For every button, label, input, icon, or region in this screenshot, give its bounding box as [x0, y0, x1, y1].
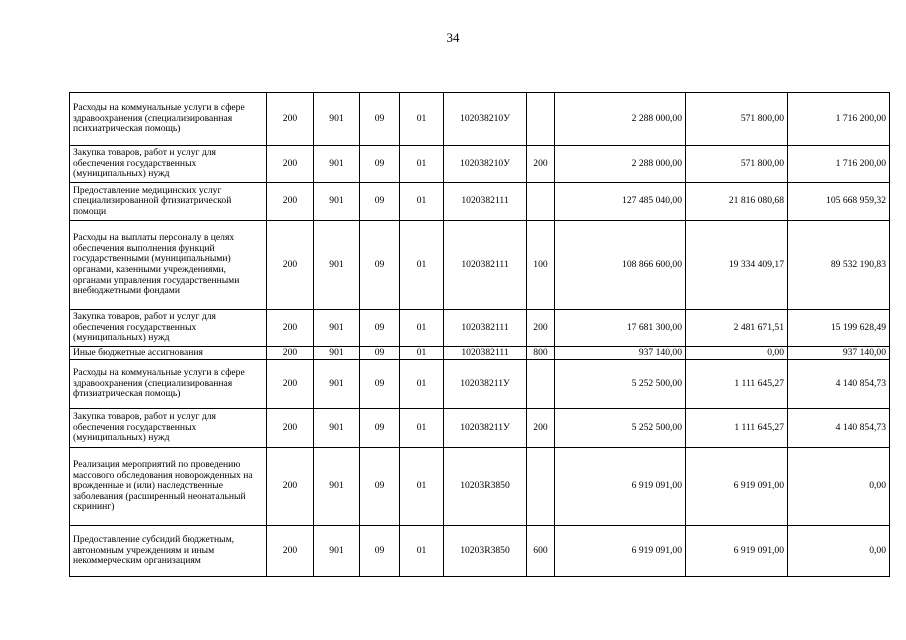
cell-name: Реализация мероприятий по проведению массового обследования новорожденных на врожденные и (или) наследственные заболевания (расширенный неонатальный скрининг) — [70, 448, 267, 526]
cell-value-1: 17 681 300,00 — [555, 310, 686, 347]
cell-target-code: 102038210У — [444, 146, 527, 183]
cell-value-1: 6 919 091,00 — [555, 448, 686, 526]
cell-value-3: 105 668 959,32 — [788, 183, 890, 221]
cell-code-2: 901 — [314, 310, 360, 347]
table-row — [70, 93, 890, 146]
cell-name: Расходы на выплаты персоналу в целях обеспечения выполнения функций государственными (муниципальными) органами, казенными учреждениями, органами управления государственными внебюджетными фондами — [70, 221, 267, 310]
cell-code-3: 09 — [360, 183, 400, 221]
cell-value-1: 2 288 000,00 — [555, 93, 686, 146]
cell-target-code: 1020382111 — [444, 221, 527, 310]
cell-value-3: 4 140 854,73 — [788, 360, 890, 409]
cell-code-2: 901 — [314, 526, 360, 577]
cell-value-1: 108 866 600,00 — [555, 221, 686, 310]
cell-code-1: 200 — [267, 221, 314, 310]
cell-value-2: 1 111 645,27 — [686, 360, 788, 409]
cell-value-1: 5 252 500,00 — [555, 360, 686, 409]
cell-value-1: 5 252 500,00 — [555, 409, 686, 448]
cell-code-2: 901 — [314, 360, 360, 409]
cell-code-1: 200 — [267, 448, 314, 526]
cell-value-1: 937 140,00 — [555, 347, 686, 360]
budget-table — [69, 92, 890, 577]
table-row — [70, 360, 890, 409]
cell-value-3: 4 140 854,73 — [788, 409, 890, 448]
cell-value-2: 0,00 — [686, 347, 788, 360]
cell-value-3: 1 716 200,00 — [788, 146, 890, 183]
cell-target-code: 10203R3850 — [444, 448, 527, 526]
cell-value-3: 15 199 628,49 — [788, 310, 890, 347]
cell-target-code: 10203R3850 — [444, 526, 527, 577]
cell-name: Предоставление субсидий бюджетным, автономным учреждениям и иным некоммерческим организациям — [70, 526, 267, 577]
cell-target-code: 1020382111 — [444, 183, 527, 221]
table-row — [70, 448, 890, 526]
cell-code-3: 09 — [360, 448, 400, 526]
cell-expense-type — [527, 448, 555, 526]
cell-code-4: 01 — [400, 448, 444, 526]
cell-expense-type — [527, 93, 555, 146]
cell-code-4: 01 — [400, 409, 444, 448]
cell-name: Закупка товаров, работ и услуг для обеспечения государственных (муниципальных) нужд — [70, 310, 267, 347]
cell-value-2: 2 481 671,51 — [686, 310, 788, 347]
cell-name: Закупка товаров, работ и услуг для обеспечения государственных (муниципальных) нужд — [70, 146, 267, 183]
table-row — [70, 409, 890, 448]
page-number: 34 — [446, 30, 460, 45]
cell-code-4: 01 — [400, 146, 444, 183]
cell-name: Закупка товаров, работ и услуг для обеспечения государственных (муниципальных) нужд — [70, 409, 267, 448]
cell-name: Расходы на коммунальные услуги в сфере здравоохранения (специализированная психиатрическая помощь) — [70, 93, 267, 146]
cell-code-4: 01 — [400, 221, 444, 310]
cell-name: Предоставление медицинских услуг специализированной фтизиатрической помощи — [70, 183, 267, 221]
cell-code-2: 901 — [314, 409, 360, 448]
cell-code-2: 901 — [314, 183, 360, 221]
cell-code-3: 09 — [360, 360, 400, 409]
cell-code-3: 09 — [360, 221, 400, 310]
cell-code-1: 200 — [267, 310, 314, 347]
cell-expense-type: 800 — [527, 347, 555, 360]
table-body — [70, 93, 890, 577]
cell-target-code: 102038210У — [444, 93, 527, 146]
cell-value-1: 127 485 040,00 — [555, 183, 686, 221]
cell-value-1: 2 288 000,00 — [555, 146, 686, 183]
cell-value-3: 1 716 200,00 — [788, 93, 890, 146]
table-row — [70, 183, 890, 221]
cell-value-3: 89 532 190,83 — [788, 221, 890, 310]
cell-code-1: 200 — [267, 526, 314, 577]
table-row — [70, 347, 890, 360]
cell-code-3: 09 — [360, 146, 400, 183]
cell-target-code: 1020382111 — [444, 310, 527, 347]
cell-code-3: 09 — [360, 310, 400, 347]
cell-value-2: 6 919 091,00 — [686, 448, 788, 526]
cell-name: Иные бюджетные ассигнования — [70, 347, 267, 360]
cell-value-2: 571 800,00 — [686, 146, 788, 183]
cell-code-1: 200 — [267, 360, 314, 409]
table-row — [70, 146, 890, 183]
cell-expense-type — [527, 183, 555, 221]
cell-value-2: 21 816 080,68 — [686, 183, 788, 221]
cell-target-code: 1020382111 — [444, 347, 527, 360]
cell-expense-type: 200 — [527, 310, 555, 347]
cell-code-2: 901 — [314, 93, 360, 146]
cell-expense-type: 200 — [527, 409, 555, 448]
cell-code-1: 200 — [267, 183, 314, 221]
cell-code-1: 200 — [267, 93, 314, 146]
cell-name: Расходы на коммунальные услуги в сфере здравоохранения (специализированная фтизиатрическая помощь) — [70, 360, 267, 409]
cell-code-4: 01 — [400, 347, 444, 360]
cell-code-3: 09 — [360, 93, 400, 146]
cell-code-4: 01 — [400, 310, 444, 347]
cell-value-2: 571 800,00 — [686, 93, 788, 146]
cell-value-1: 6 919 091,00 — [555, 526, 686, 577]
table-row — [70, 526, 890, 577]
cell-target-code: 102038211У — [444, 360, 527, 409]
cell-expense-type: 100 — [527, 221, 555, 310]
cell-value-3: 937 140,00 — [788, 347, 890, 360]
cell-code-3: 09 — [360, 409, 400, 448]
cell-code-2: 901 — [314, 221, 360, 310]
cell-code-2: 901 — [314, 146, 360, 183]
cell-code-4: 01 — [400, 360, 444, 409]
cell-expense-type: 200 — [527, 146, 555, 183]
table-row — [70, 221, 890, 310]
cell-code-1: 200 — [267, 347, 314, 360]
cell-code-4: 01 — [400, 526, 444, 577]
table-row — [70, 310, 890, 347]
cell-code-3: 09 — [360, 347, 400, 360]
cell-value-2: 6 919 091,00 — [686, 526, 788, 577]
cell-target-code: 102038211У — [444, 409, 527, 448]
cell-code-3: 09 — [360, 526, 400, 577]
cell-code-1: 200 — [267, 409, 314, 448]
cell-code-2: 901 — [314, 448, 360, 526]
cell-value-3: 0,00 — [788, 448, 890, 526]
cell-code-2: 901 — [314, 347, 360, 360]
cell-expense-type — [527, 360, 555, 409]
cell-value-3: 0,00 — [788, 526, 890, 577]
cell-value-2: 19 334 409,17 — [686, 221, 788, 310]
cell-code-4: 01 — [400, 93, 444, 146]
cell-code-1: 200 — [267, 146, 314, 183]
cell-value-2: 1 111 645,27 — [686, 409, 788, 448]
cell-expense-type: 600 — [527, 526, 555, 577]
cell-code-4: 01 — [400, 183, 444, 221]
